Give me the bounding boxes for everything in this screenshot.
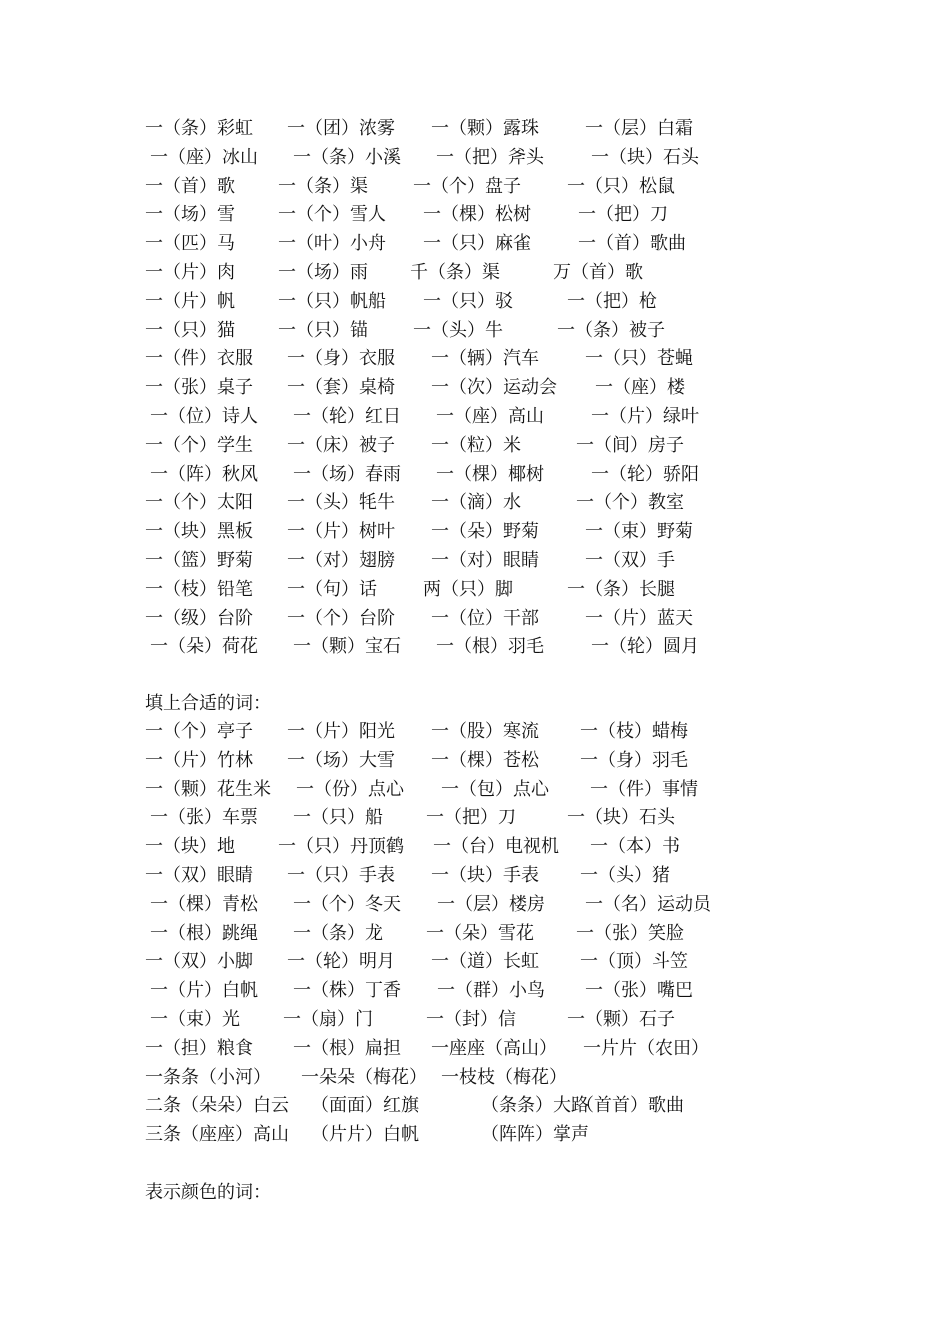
- section1-entry: 一（朵）野菊: [431, 521, 539, 543]
- section1-entry: 一（把）斧头: [436, 146, 544, 168]
- section1-entry: 一（棵）椰树: [436, 463, 544, 485]
- section1-entry: 一（把）刀: [578, 204, 668, 226]
- section1-entry: 一（个）学生: [145, 434, 253, 456]
- section2-entry: 一（棵）苍松: [431, 749, 539, 771]
- section1-entry: 一（场）雨: [278, 261, 368, 283]
- section2-entry: （首首）歌曲: [576, 1095, 684, 1117]
- section2-entry: 一（块）地: [145, 836, 235, 858]
- section1-entry: 一（条）渠: [278, 175, 368, 197]
- section1-entry: 一（头）牛: [413, 319, 503, 341]
- section1-entry: 一（座）冰山: [150, 146, 258, 168]
- section2-entry: （片片）白帆: [311, 1124, 419, 1146]
- section1-entry: 一（个）太阳: [145, 492, 253, 514]
- section1-entry: 一（根）羽毛: [436, 636, 544, 658]
- section2-entry: 一（份）点心: [296, 778, 404, 800]
- section1-entry: 一（座）高山: [436, 405, 544, 427]
- section1-entry: 一（场）春雨: [293, 463, 401, 485]
- section1-entry: 一（匹）马: [145, 233, 235, 255]
- section1-entry: 一（床）被子: [287, 434, 395, 456]
- section2-entry: 一（块）手表: [431, 864, 539, 886]
- section2-entry: 一（片）白帆: [150, 980, 258, 1002]
- section2-entry: 一（道）长虹: [431, 951, 539, 973]
- section2-entry: 一（本）书: [590, 836, 680, 858]
- section1-entry: 一（枝）铅笔: [145, 578, 253, 600]
- section2-entry: 一（把）刀: [426, 807, 516, 829]
- section1-entry: 一（块）黑板: [145, 521, 253, 543]
- section1-entry: 一（首）歌: [145, 175, 235, 197]
- section2-entry: 一（群）小鸟: [437, 980, 545, 1002]
- section1-entry: 一（片）树叶: [287, 521, 395, 543]
- section1-entry: 一（身）衣服: [287, 348, 395, 370]
- section2-entry: 一条条（小河）: [145, 1066, 271, 1088]
- section2-entry: 一（只）手表: [287, 864, 395, 886]
- section1-entry: 一（只）麻雀: [423, 233, 531, 255]
- section2-entry: 三条（座座）高山: [145, 1124, 289, 1146]
- section1-entry: 一（句）话: [287, 578, 377, 600]
- section1-entry: 一（级）台阶: [145, 607, 253, 629]
- section1-entry: 一（个）台阶: [287, 607, 395, 629]
- section1-entry: 一（套）桌椅: [287, 377, 395, 399]
- section1-entry: 一（件）衣服: [145, 348, 253, 370]
- section1-entry: 一（位）干部: [431, 607, 539, 629]
- section1-entry: 两（只）脚: [423, 578, 513, 600]
- section2-entry: 一（扇）门: [283, 1008, 373, 1030]
- section2-entry: 一（枝）蜡梅: [580, 721, 688, 742]
- section1-entry: 一（团）浓雾: [287, 118, 395, 139]
- section2-entry: 一（个）冬天: [293, 893, 401, 915]
- section1-entry: 一（颗）露珠: [431, 118, 539, 139]
- section2-entry: 一（顶）斗笠: [580, 951, 688, 973]
- section2-entry: 一片片（农田）: [583, 1037, 709, 1059]
- section1-entry: 一（粒）米: [431, 434, 521, 456]
- section2-entry: 一（颗）石子: [567, 1008, 675, 1030]
- section1-entry: 一（次）运动会: [431, 377, 557, 399]
- section2-entry: 一（张）嘴巴: [585, 980, 693, 1002]
- section1-entry: 一（片）肉: [145, 261, 235, 283]
- section1-entry: 一（轮）骄阳: [591, 463, 699, 485]
- section2-entry: 一（场）大雪: [287, 749, 395, 771]
- section1-entry: 一（层）白霜: [585, 118, 693, 139]
- section1-entry: 一（滴）水: [431, 492, 521, 514]
- section1-entry: 一（间）房子: [576, 434, 684, 456]
- section1-entry: 一（把）枪: [567, 290, 657, 312]
- section2-entry: 一（根）跳绳: [150, 922, 258, 944]
- section2-entry: 一（片）阳光: [287, 721, 395, 742]
- section1-entry: 一（只）锚: [278, 319, 368, 341]
- section1-entry: 一（只）猫: [145, 319, 235, 341]
- section2-entry: 一（轮）明月: [287, 951, 395, 973]
- section2-entry: 一朵朵（梅花）: [301, 1066, 427, 1088]
- section1-entry: 一（位）诗人: [150, 405, 258, 427]
- section2-entry: 一（朵）雪花: [426, 922, 534, 944]
- section1-entry: 千（条）渠: [410, 261, 500, 283]
- section1-entry: 一（片）蓝天: [585, 607, 693, 629]
- section1-entry: 一（片）帆: [145, 290, 235, 312]
- section1-entry: 一（条）小溪: [293, 146, 401, 168]
- section1-entry: 一（条）被子: [557, 319, 665, 341]
- section1-entry: 一（张）桌子: [145, 377, 253, 399]
- section2-entry: 一（双）眼睛: [145, 864, 253, 886]
- section1-entry: 一（首）歌曲: [578, 233, 686, 255]
- section2-entry: 一（片）竹林: [145, 749, 253, 771]
- section2-entry: 一（块）石头: [567, 807, 675, 829]
- section2-entry: 一（只）船: [293, 807, 383, 829]
- section1-entry: 一（个）雪人: [278, 204, 386, 226]
- section2-entry: 一（条）龙: [293, 922, 383, 944]
- fill-in-heading: 填上合适的词：: [145, 693, 271, 714]
- section2-entry: 一（根）扁担: [293, 1037, 401, 1059]
- section2-entry: 一（颗）花生米: [145, 778, 271, 800]
- section1-entry: 一（个）教室: [576, 492, 684, 514]
- section2-entry: 一（张）笑脸: [576, 922, 684, 944]
- color-words-heading: 表示颜色的词：: [145, 1182, 271, 1203]
- section1-entry: 一（对）眼睛: [431, 549, 539, 571]
- section2-entry: 一（名）运动员: [585, 893, 711, 915]
- section2-entry: 一（头）猪: [580, 864, 670, 886]
- section1-entry: 一（对）翅膀: [287, 549, 395, 571]
- section2-entry: 一枝枝（梅花）: [441, 1066, 567, 1088]
- section1-entry: 一（双）手: [585, 549, 675, 571]
- section1-entry: 一（条）彩虹: [145, 118, 253, 139]
- section1-entry: 一（叶）小舟: [278, 233, 386, 255]
- section2-entry: （条条）大路: [481, 1095, 589, 1117]
- section1-entry: 一（轮）圆月: [591, 636, 699, 658]
- section1-entry: 一（场）雪: [145, 204, 235, 226]
- section2-entry: 一（封）信: [426, 1008, 516, 1030]
- section2-entry: 一（身）羽毛: [580, 749, 688, 771]
- section1-entry: 一（颗）宝石: [293, 636, 401, 658]
- section1-entry: 一（座）楼: [595, 377, 685, 399]
- section1-entry: 一（块）石头: [591, 146, 699, 168]
- section2-entry: 一（台）电视机: [433, 836, 559, 858]
- section1-entry: 一（头）牦牛: [287, 492, 395, 514]
- section2-entry: 一座座（高山）: [431, 1037, 557, 1059]
- section2-entry: 一（棵）青松: [150, 893, 258, 915]
- section2-entry: 一（张）车票: [150, 807, 258, 829]
- section1-entry: 一（条）长腿: [567, 578, 675, 600]
- section1-entry: 一（只）苍蝇: [585, 348, 693, 370]
- section1-entry: 一（只）帆船: [278, 290, 386, 312]
- section2-entry: 一（担）粮食: [145, 1037, 253, 1059]
- section2-entry: 一（股）寒流: [431, 721, 539, 742]
- section2-entry: 二条（朵朵）白云: [145, 1095, 289, 1117]
- section1-entry: 一（只）松鼠: [567, 175, 675, 197]
- section1-entry: 一（辆）汽车: [431, 348, 539, 370]
- section1-entry: 一（片）绿叶: [591, 405, 699, 427]
- section1-entry: 万（首）歌: [553, 261, 643, 283]
- section2-entry: 一（只）丹顶鹤: [278, 836, 404, 858]
- section1-entry: 一（阵）秋风: [150, 463, 258, 485]
- section2-entry: 一（个）亭子: [145, 721, 253, 742]
- section2-entry: （阵阵）掌声: [481, 1124, 589, 1146]
- section2-entry: 一（束）光: [150, 1008, 240, 1030]
- section1-entry: 一（棵）松树: [423, 204, 531, 226]
- section1-entry: 一（篮）野菊: [145, 549, 253, 571]
- section2-entry: 一（株）丁香: [293, 980, 401, 1002]
- section2-entry: 一（双）小脚: [145, 951, 253, 973]
- section2-entry: 一（件）事情: [590, 778, 698, 800]
- section1-entry: 一（个）盘子: [413, 175, 521, 197]
- section1-entry: 一（只）驳: [423, 290, 513, 312]
- section1-entry: 一（轮）红日: [293, 405, 401, 427]
- section2-entry: 一（层）楼房: [437, 893, 545, 915]
- section2-entry: 一（包）点心: [441, 778, 549, 800]
- section1-entry: 一（束）野菊: [585, 521, 693, 543]
- section1-entry: 一（朵）荷花: [150, 636, 258, 658]
- section2-entry: （面面）红旗: [311, 1095, 419, 1117]
